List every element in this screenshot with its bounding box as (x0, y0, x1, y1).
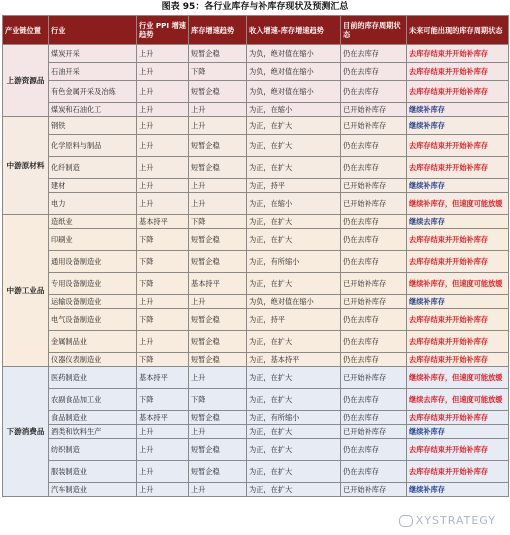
future-state-cell: 去库存结束并开始补库存 (407, 439, 509, 461)
industry-cell: 纺织制造 (49, 439, 137, 461)
inventory-cell: 下降 (189, 215, 247, 229)
table-row (3, 229, 509, 251)
table-row (3, 215, 509, 229)
industry-cell: 运输设备制造业 (49, 295, 137, 309)
ppi-cell: 基本持平 (137, 367, 189, 389)
gap-cell: 为正，在扩大 (247, 461, 341, 483)
current-state-cell: 已开始补库存 (341, 483, 407, 497)
gap-cell: 为正，有所缩小 (247, 411, 341, 425)
future-state-cell: 继续补库存，但速度可能放缓 (407, 193, 509, 215)
future-state-cell: 继续补库存 (407, 295, 509, 309)
industry-cell: 通用设备制造业 (49, 251, 137, 273)
header-ppi: 行业 PPI 增速趋势 (137, 16, 189, 45)
table-row (3, 251, 509, 273)
current-state-cell: 仍在去库存 (341, 81, 407, 103)
current-state-cell: 仍在去库存 (341, 215, 407, 229)
gap-cell: 为负，绝对值在缩小 (247, 81, 341, 103)
future-state-cell: 去库存结束并开始补库存 (407, 331, 509, 353)
ppi-cell: 上升 (137, 157, 189, 179)
gap-cell: 为正，在扩大 (247, 389, 341, 411)
table-row (3, 353, 509, 367)
table-row (3, 389, 509, 411)
table-row (3, 103, 509, 117)
future-state-cell: 继续补库存 (407, 117, 509, 135)
current-state-cell: 仍在去库存 (341, 439, 407, 461)
table-row (3, 157, 509, 179)
future-state-cell: 去库存结束并开始补库存 (407, 45, 509, 63)
gap-cell: 为正，有所缩小 (247, 251, 341, 273)
industry-cell: 专用设备制造业 (49, 273, 137, 295)
current-state-cell: 已开始补库存 (341, 295, 407, 309)
inventory-cell: 下降 (189, 389, 247, 411)
current-state-cell: 仍在去库存 (341, 135, 407, 157)
inventory-cell: 短暂企稳 (189, 411, 247, 425)
industry-cell: 金属制品业 (49, 331, 137, 353)
inventory-table (2, 15, 509, 497)
table-row (3, 295, 509, 309)
future-state-cell: 去库存结束并开始补库存 (407, 157, 509, 179)
inventory-cell: 短暂企稳 (189, 353, 247, 367)
inventory-cell: 短暂企稳 (189, 309, 247, 331)
gap-cell: 为正，在扩大 (247, 229, 341, 251)
gap-cell: 为正，在缩小 (247, 103, 341, 117)
gap-cell: 为正，在扩大 (247, 117, 341, 135)
industry-cell: 汽车制造业 (49, 483, 137, 497)
current-state-cell: 仍在去库存 (341, 411, 407, 425)
industry-cell: 煤炭开采 (49, 45, 137, 63)
table-row (3, 135, 509, 157)
current-state-cell: 已开始补库存 (341, 273, 407, 295)
table-row (3, 45, 509, 63)
inventory-cell: 下降 (189, 63, 247, 81)
future-state-cell: 去库存结束并开始补库存 (407, 353, 509, 367)
ppi-cell: 上升 (137, 135, 189, 157)
inventory-cell: 短暂企稳 (189, 461, 247, 483)
gap-cell: 为正，持平 (247, 179, 341, 193)
inventory-cell: 上升 (189, 483, 247, 497)
segment-cell: 中游原材料 (3, 117, 49, 215)
industry-cell: 煤炭和石油化工 (49, 103, 137, 117)
future-state-cell: 继续补库存，但速度可能放缓 (407, 367, 509, 389)
industry-cell: 造纸业 (49, 215, 137, 229)
ppi-cell: 下降 (137, 389, 189, 411)
future-state-cell: 继续补库存 (407, 179, 509, 193)
current-state-cell: 已开始补库存 (341, 117, 407, 135)
ppi-cell: 下降 (137, 309, 189, 331)
future-state-cell: 去库存结束并开始补库存 (407, 251, 509, 273)
ppi-cell: 上升 (137, 483, 189, 497)
current-state-cell: 仍在去库存 (341, 45, 407, 63)
ppi-cell: 上升 (137, 103, 189, 117)
gap-cell: 为正，在扩大 (247, 483, 341, 497)
inventory-cell: 上升 (189, 425, 247, 439)
inventory-cell: 上升 (189, 179, 247, 193)
current-state-cell: 仍在去库存 (341, 461, 407, 483)
table-row (3, 483, 509, 497)
segment-cell: 上游资源品 (3, 45, 49, 117)
table-row (3, 411, 509, 425)
inventory-cell: 短暂企稳 (189, 135, 247, 157)
current-state-cell: 已开始补库存 (341, 367, 407, 389)
gap-cell: 为负，绝对值在缩小 (247, 63, 341, 81)
table-row (3, 81, 509, 103)
ppi-cell: 上升 (137, 331, 189, 353)
future-state-cell: 去库存结束并开始补库存 (407, 63, 509, 81)
header-gap: 收入增速-库存增速趋势 (247, 16, 341, 45)
watermark (399, 514, 496, 527)
segment-cell: 下游消费品 (3, 367, 49, 497)
industry-cell: 建材 (49, 179, 137, 193)
watermark-text: XYSTRATEGY (415, 514, 496, 527)
wechat-icon (399, 515, 413, 527)
figure-caption: 图表 95：各行业库存与补库存现状及预测汇总 (161, 2, 349, 12)
future-state-cell: 去库存结束并开始补库存 (407, 135, 509, 157)
gap-cell: 为正，在扩大 (247, 331, 341, 353)
gap-cell: 为正，基本持平 (247, 353, 341, 367)
future-state-cell: 去库存结束并开始补库存 (407, 229, 509, 251)
future-state-cell: 继续补库存 (407, 425, 509, 439)
current-state-cell: 仍在去库存 (341, 389, 407, 411)
current-state-cell: 已开始补库存 (341, 179, 407, 193)
gap-cell: 为正，在扩大 (247, 215, 341, 229)
gap-cell: 为正，在扩大 (247, 273, 341, 295)
inventory-cell: 短暂企稳 (189, 229, 247, 251)
ppi-cell: 上升 (137, 295, 189, 309)
table-row (3, 425, 509, 439)
ppi-cell: 下降 (137, 353, 189, 367)
future-state-cell: 去库存结束并开始补库存 (407, 309, 509, 331)
future-state-cell: 继续去库存，但速度可能放缓 (407, 389, 509, 411)
ppi-cell: 上升 (137, 179, 189, 193)
industry-cell: 服装制造业 (49, 461, 137, 483)
header-current-state: 目前的库存周期状态 (341, 16, 407, 45)
ppi-cell: 上升 (137, 439, 189, 461)
ppi-cell: 上升 (137, 193, 189, 215)
table-body (3, 45, 509, 497)
gap-cell: 为正，在缩小 (247, 193, 341, 215)
table-header-row (3, 16, 509, 45)
ppi-cell: 下降 (137, 273, 189, 295)
ppi-cell: 上升 (137, 117, 189, 135)
table-row (3, 63, 509, 81)
future-state-cell: 继续去库存 (407, 215, 509, 229)
inventory-cell: 短暂企稳 (189, 157, 247, 179)
ppi-cell: 上升 (137, 461, 189, 483)
current-state-cell: 仍在去库存 (341, 331, 407, 353)
segment-cell: 中游工业品 (3, 215, 49, 367)
ppi-cell: 上升 (137, 81, 189, 103)
gap-cell: 为正，在扩大 (247, 439, 341, 461)
gap-cell: 为负，绝对值在缩小 (247, 295, 341, 309)
inventory-cell: 上升 (189, 193, 247, 215)
future-state-cell: 继续补库存 (407, 103, 509, 117)
ppi-cell: 基本持平 (137, 411, 189, 425)
inventory-cell: 上升 (189, 103, 247, 117)
inventory-cell: 上升 (189, 295, 247, 309)
gap-cell: 为正，持平 (247, 309, 341, 331)
future-state-cell: 去库存结束并开始补库存 (407, 411, 509, 425)
ppi-cell: 上升 (137, 45, 189, 63)
industry-cell: 医药制造业 (49, 367, 137, 389)
table-row (3, 331, 509, 353)
ppi-cell: 上升 (137, 425, 189, 439)
table-row (3, 193, 509, 215)
inventory-cell: 上升 (189, 367, 247, 389)
current-state-cell: 仍在去库存 (341, 251, 407, 273)
future-state-cell: 继续补库存，但速度可能放缓 (407, 273, 509, 295)
industry-cell: 有色金属开采及冶炼 (49, 81, 137, 103)
table-row (3, 309, 509, 331)
inventory-cell: 短暂企稳 (189, 439, 247, 461)
inventory-cell: 短暂企稳 (189, 251, 247, 273)
inventory-cell: 短暂企稳 (189, 45, 247, 63)
industry-cell: 电力 (49, 193, 137, 215)
gap-cell: 为负，绝对值在缩小 (247, 45, 341, 63)
ppi-cell: 下降 (137, 229, 189, 251)
table-row (3, 367, 509, 389)
table-row (3, 439, 509, 461)
industry-cell: 仪器仪表制造业 (49, 353, 137, 367)
industry-cell: 化学原料与制品 (49, 135, 137, 157)
industry-cell: 印刷业 (49, 229, 137, 251)
inventory-cell: 短暂企稳 (189, 331, 247, 353)
industry-cell: 化纤制造 (49, 157, 137, 179)
inventory-cell: 基本持平 (189, 273, 247, 295)
table-row (3, 179, 509, 193)
current-state-cell: 已开始补库存 (341, 425, 407, 439)
future-state-cell: 去库存结束并开始补库存 (407, 461, 509, 483)
current-state-cell: 已开始补库存 (341, 193, 407, 215)
industry-cell: 农副食品加工业 (49, 389, 137, 411)
ppi-cell: 基本持平 (137, 215, 189, 229)
current-state-cell: 仍在去库存 (341, 229, 407, 251)
table-row (3, 461, 509, 483)
header-future-state: 未来可能出现的库存周期状态 (407, 16, 509, 45)
table-row (3, 273, 509, 295)
current-state-cell: 仍在去库存 (341, 353, 407, 367)
current-state-cell: 仍在去库存 (341, 63, 407, 81)
gap-cell: 为正，在扩大 (247, 135, 341, 157)
industry-cell: 钢铁 (49, 117, 137, 135)
table-row (3, 117, 509, 135)
gap-cell: 为正，在扩大 (247, 425, 341, 439)
ppi-cell: 下降 (137, 251, 189, 273)
industry-cell: 石油开采 (49, 63, 137, 81)
header-industry: 行业 (49, 16, 137, 45)
current-state-cell: 已开始补库存 (341, 103, 407, 117)
inventory-cell: 短暂企稳 (189, 81, 247, 103)
industry-cell: 电气设备制造业 (49, 309, 137, 331)
inventory-cell: 上升 (189, 117, 247, 135)
gap-cell: 为正，在扩大 (247, 157, 341, 179)
header-inventory: 库存增速趋势 (189, 16, 247, 45)
industry-cell: 食品制造业 (49, 411, 137, 425)
industry-cell: 酒类和饮料生产 (49, 425, 137, 439)
future-state-cell: 去库存结束并开始补库存 (407, 81, 509, 103)
future-state-cell: 继续补库存 (407, 483, 509, 497)
ppi-cell: 上升 (137, 63, 189, 81)
current-state-cell: 仍在去库存 (341, 309, 407, 331)
current-state-cell: 仍在去库存 (341, 157, 407, 179)
gap-cell: 为正，在扩大 (247, 367, 341, 389)
header-segment: 产业链位置 (3, 16, 49, 45)
